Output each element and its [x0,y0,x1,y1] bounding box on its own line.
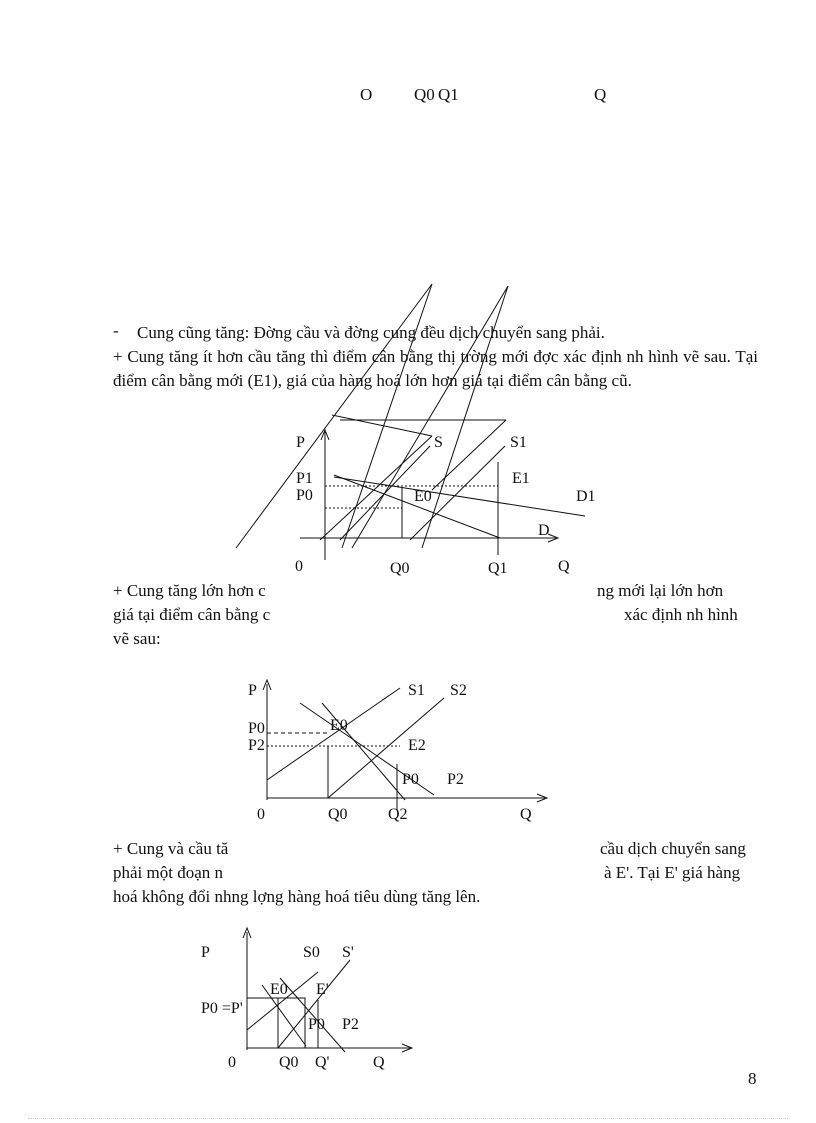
top-origin-label: O [360,85,373,104]
fig2-p0b-label: P0 [402,771,419,788]
para3b-right: à E'. Tại E' giá hàng [604,863,741,882]
fig1-p-label: P [296,434,305,451]
para2-right: ng mới lại lớn hơn [597,581,724,600]
fig3-p2b-label: P2 [342,1016,359,1033]
para2c: vẽ sau: [113,629,161,648]
fig3-ep-label: E' [316,981,329,998]
fig2-p0-label: P0 [248,720,265,737]
fig2-e2-label: E2 [408,737,426,754]
fig2-p2-label: P2 [248,737,265,754]
fig1-s-label: S [434,434,443,451]
fig2-s1-label: S1 [408,682,425,699]
para3c: hoá không đổi nhng lợng hàng hoá tiêu dùng tăng lên. [113,887,481,906]
fig2-q-label: Q [520,806,532,823]
fig1-q0-label: Q0 [390,560,410,577]
para3-right: cầu dịch chuyển sang [600,839,746,858]
top-q-label: Q [594,85,607,104]
para3b-left: phải một đoạn n [113,863,224,882]
fig3-e0-label: E0 [270,981,288,998]
fig1-e0-label: E0 [414,488,432,505]
page-number: 8 [748,1069,757,1088]
para2-left: + Cung tăng lớn hơn c [113,581,266,600]
fig3-p0b-label: P0 [308,1016,325,1033]
fig3-q0-label: Q0 [279,1054,299,1071]
bullet: - [113,321,119,340]
top-q1-label: Q1 [438,85,459,104]
fig2-e0-label: E0 [330,717,348,734]
fig1-p0-label: P0 [296,487,313,504]
fig3-s0-label: S0 [303,944,320,961]
fig1-e1-label: E1 [512,470,530,487]
fig1-p1-label: P1 [296,470,313,487]
para2b-left: giá tại điểm cân bằng c [113,605,271,624]
fig3-q-label: Q [373,1054,385,1071]
fig3-p0p-label: P0 =P' [201,1000,243,1017]
fig3-origin-label: 0 [228,1054,236,1071]
fig1-d1-label: D1 [576,488,596,505]
fig3-qp-label: Q' [315,1054,330,1071]
fig2-p-label: P [248,682,257,699]
fig1-d-label: D [538,522,550,539]
fig2-p2b-label: P2 [447,771,464,788]
fig1-q1-label: Q1 [488,560,508,577]
fig2-origin-label: 0 [257,806,265,823]
top-q0-label: Q0 [414,85,435,104]
fig3-sp-label: S' [342,944,354,961]
para3-left: + Cung và cầu tă [113,839,229,858]
fig1-s1-label: S1 [510,434,527,451]
fig1-q-label: Q [558,558,570,575]
fig1-origin-label: 0 [295,558,303,575]
fig3-p-label: P [201,944,210,961]
fig2-s2-label: S2 [450,682,467,699]
footer-dotted-rule [28,1118,788,1119]
fig2-q2-label: Q2 [388,806,408,823]
fig2-q0-label: Q0 [328,806,348,823]
paragraph-cung-tang-it-hon: + Cung tăng ít hơn cầu tăng thì điểm cân bằng thị trờng mới đợc xác định nh hình vẽ sau. Tại điểm cân bằng mới (E1), giá của hàng hoá lớn hơn giá tại điểm cân bằng cũ. [113,347,758,390]
section-heading: Cung cũng tăng: Đờng cầu và đờng cung đều dịch chuyển sang phải. [137,323,605,342]
para2b-right: xác định nh hình [624,605,738,624]
